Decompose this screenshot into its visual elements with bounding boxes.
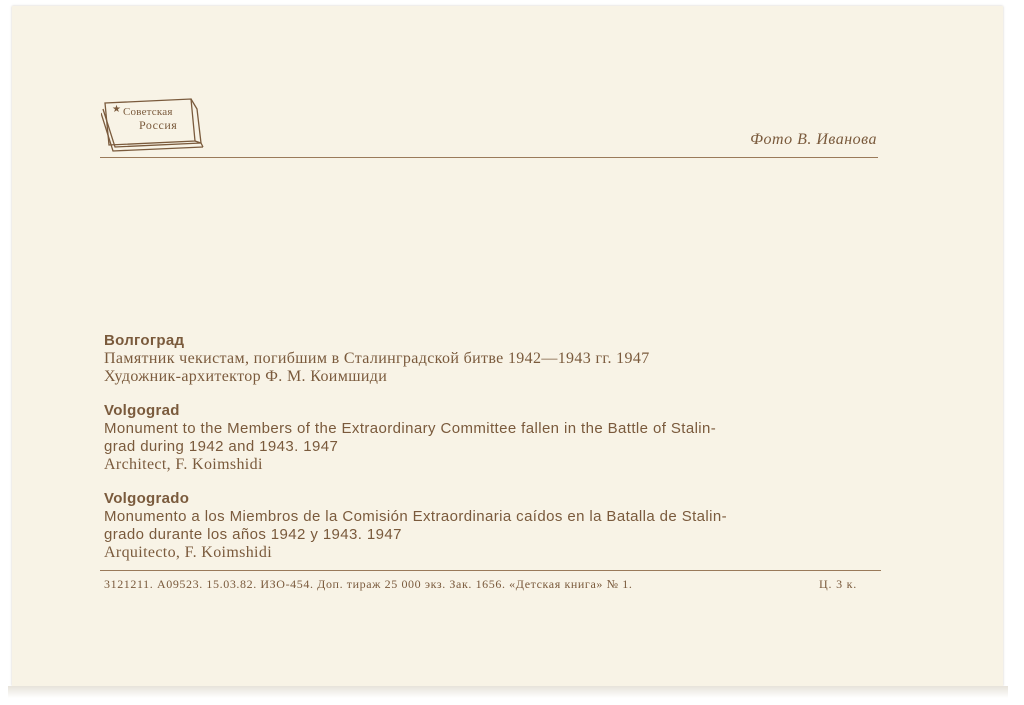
top-divider — [100, 157, 878, 158]
russian-description: Памятник чекистам, погибшим в Сталинградской битве 1942—1943 гг. 1947 — [104, 350, 650, 367]
spanish-caption — [104, 490, 894, 562]
russian-city: Волгоград — [104, 332, 185, 349]
price-label: Ц. 3 к. — [819, 577, 858, 591]
imprint-line: 3121211. А09523. 15.03.82. ИЗО-454. Доп. тираж 25 000 экз. Зак. 1656. «Детская книга» № 1. — [104, 577, 633, 591]
english-description-line2: grad during 1942 and 1943. 1947 — [104, 438, 339, 455]
spanish-author: Arquitecto, F. Koimshidi — [104, 544, 273, 561]
russian-caption — [104, 332, 894, 386]
russian-author: Художник-архитектор Ф. М. Коимшиди — [104, 368, 388, 385]
english-caption — [104, 402, 894, 474]
publisher-logo-line1: Советская — [123, 106, 173, 118]
publisher-logo-line2: Россия — [139, 118, 178, 132]
english-city: Volgograd — [104, 402, 180, 419]
star-icon: ★ — [112, 104, 121, 115]
spanish-city: Volgogrado — [104, 490, 190, 507]
english-description-line1: Monument to the Members of the Extraordinary Committee fallen in the Battle of Stalin- — [104, 420, 717, 437]
postcard-shadow-edge — [8, 686, 1008, 698]
spanish-description-line1: Monumento a los Miembros de la Comisión Extraordinaria caídos en la Batalla de Stalin- — [104, 508, 728, 525]
publisher-logo — [101, 97, 205, 155]
english-author: Architect, F. Koimshidi — [104, 456, 263, 473]
bottom-divider — [100, 570, 881, 571]
spanish-description-line2: grado durante los años 1942 y 1943. 1947 — [104, 526, 402, 543]
photo-credit: Фото В. Иванова — [750, 131, 877, 148]
